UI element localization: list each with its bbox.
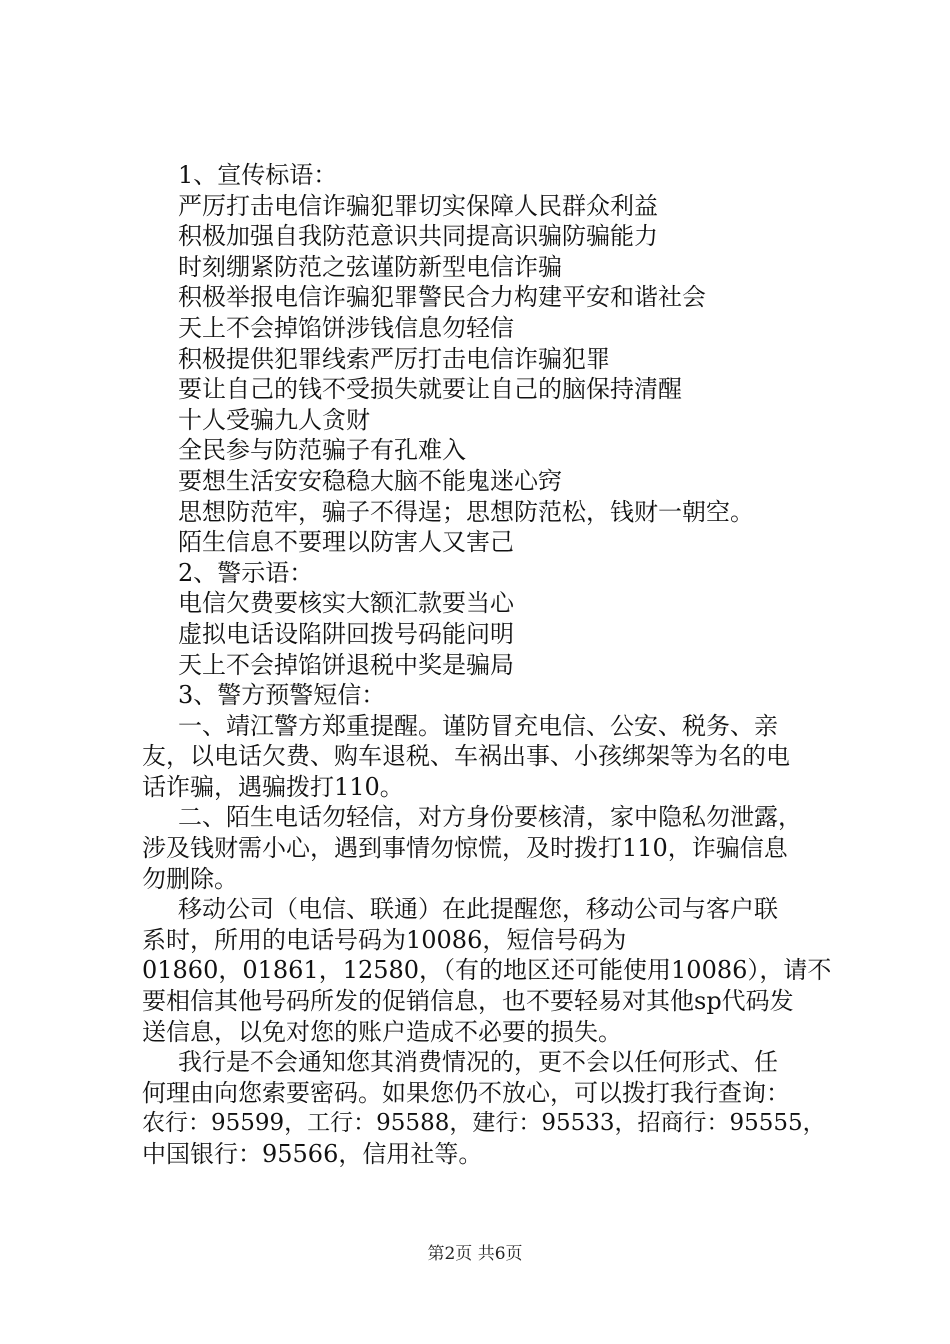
text-line: 陌生信息不要理以防害人又害己 bbox=[178, 528, 514, 557]
text-line: 要想生活安安稳稳大脑不能鬼迷心窍 bbox=[178, 466, 562, 495]
text-line: 二、陌生电话勿轻信，对方身份要核清，家中隐私勿泄露， bbox=[178, 803, 802, 832]
page-footer: 第2页 共6页 bbox=[427, 1244, 523, 1264]
text-line: 农行：95599，工行：95588，建行：95533，招商行：95555， bbox=[142, 1110, 826, 1137]
text-line: 移动公司（电信、联通）在此提醒您，移动公司与客户联 bbox=[178, 895, 778, 924]
text-line: 要相信其他号码所发的促销信息，也不要轻易对其他sp代码发 bbox=[142, 987, 794, 1016]
text-line: 01860，01861，12580，（有的地区还可能使用10086），请不 bbox=[142, 956, 832, 985]
text-line: 话诈骗，遇骗拨打110。 bbox=[142, 772, 404, 801]
document-body bbox=[142, 160, 832, 1170]
text-line: 2、警示语： bbox=[178, 558, 314, 587]
text-line: 积极举报电信诈骗犯罪警民合力构建平安和谐社会 bbox=[178, 283, 706, 312]
text-line: 友，以电话欠费、购车退税、车祸出事、小孩绑架等为名的电 bbox=[142, 742, 790, 771]
text-line: 3、警方预警短信： bbox=[178, 681, 386, 710]
text-line: 虚拟电话设陷阱回拨号码能问明 bbox=[178, 619, 514, 648]
text-line: 一、靖江警方郑重提醒。谨防冒充电信、公安、税务、亲 bbox=[178, 711, 778, 740]
text-line: 送信息，以免对您的账户造成不必要的损失。 bbox=[142, 1017, 622, 1046]
text-line: 中国银行：95566，信用社等。 bbox=[142, 1140, 483, 1168]
text-line: 我行是不会通知您其消费情况的，更不会以任何形式、任 bbox=[178, 1048, 778, 1077]
text-line: 积极提供犯罪线索严厉打击电信诈骗犯罪 bbox=[178, 344, 610, 373]
text-line: 电信欠费要核实大额汇款要当心 bbox=[178, 589, 514, 618]
text-line: 十人受骗九人贪财 bbox=[178, 405, 370, 434]
text-line: 思想防范牢，骗子不得逞；思想防范松，钱财一朝空。 bbox=[178, 497, 754, 526]
text-line: 积极加强自我防范意识共同提高识骗防骗能力 bbox=[178, 222, 658, 251]
text-line: 全民参与防范骗子有孔难入 bbox=[178, 436, 466, 465]
text-line: 时刻绷紧防范之弦谨防新型电信诈骗 bbox=[178, 252, 562, 281]
text-line: 1、宣传标语： bbox=[178, 161, 338, 189]
text-line: 系时，所用的电话号码为10086，短信号码为 bbox=[142, 925, 627, 954]
text-line: 天上不会掉馅饼涉钱信息勿轻信 bbox=[178, 313, 514, 342]
text-line: 何理由向您索要密码。如果您仍不放心，可以拨打我行查询： bbox=[142, 1078, 790, 1107]
text-line: 涉及钱财需小心，遇到事情勿惊慌，及时拨打110，诈骗信息 bbox=[142, 834, 788, 863]
text-line: 要让自己的钱不受损失就要让自己的脑保持清醒 bbox=[178, 375, 682, 404]
text-line: 天上不会掉馅饼退税中奖是骗局 bbox=[178, 650, 514, 679]
text-line: 勿删除。 bbox=[142, 864, 238, 893]
text-line: 严厉打击电信诈骗犯罪切实保障人民群众利益 bbox=[178, 191, 658, 220]
